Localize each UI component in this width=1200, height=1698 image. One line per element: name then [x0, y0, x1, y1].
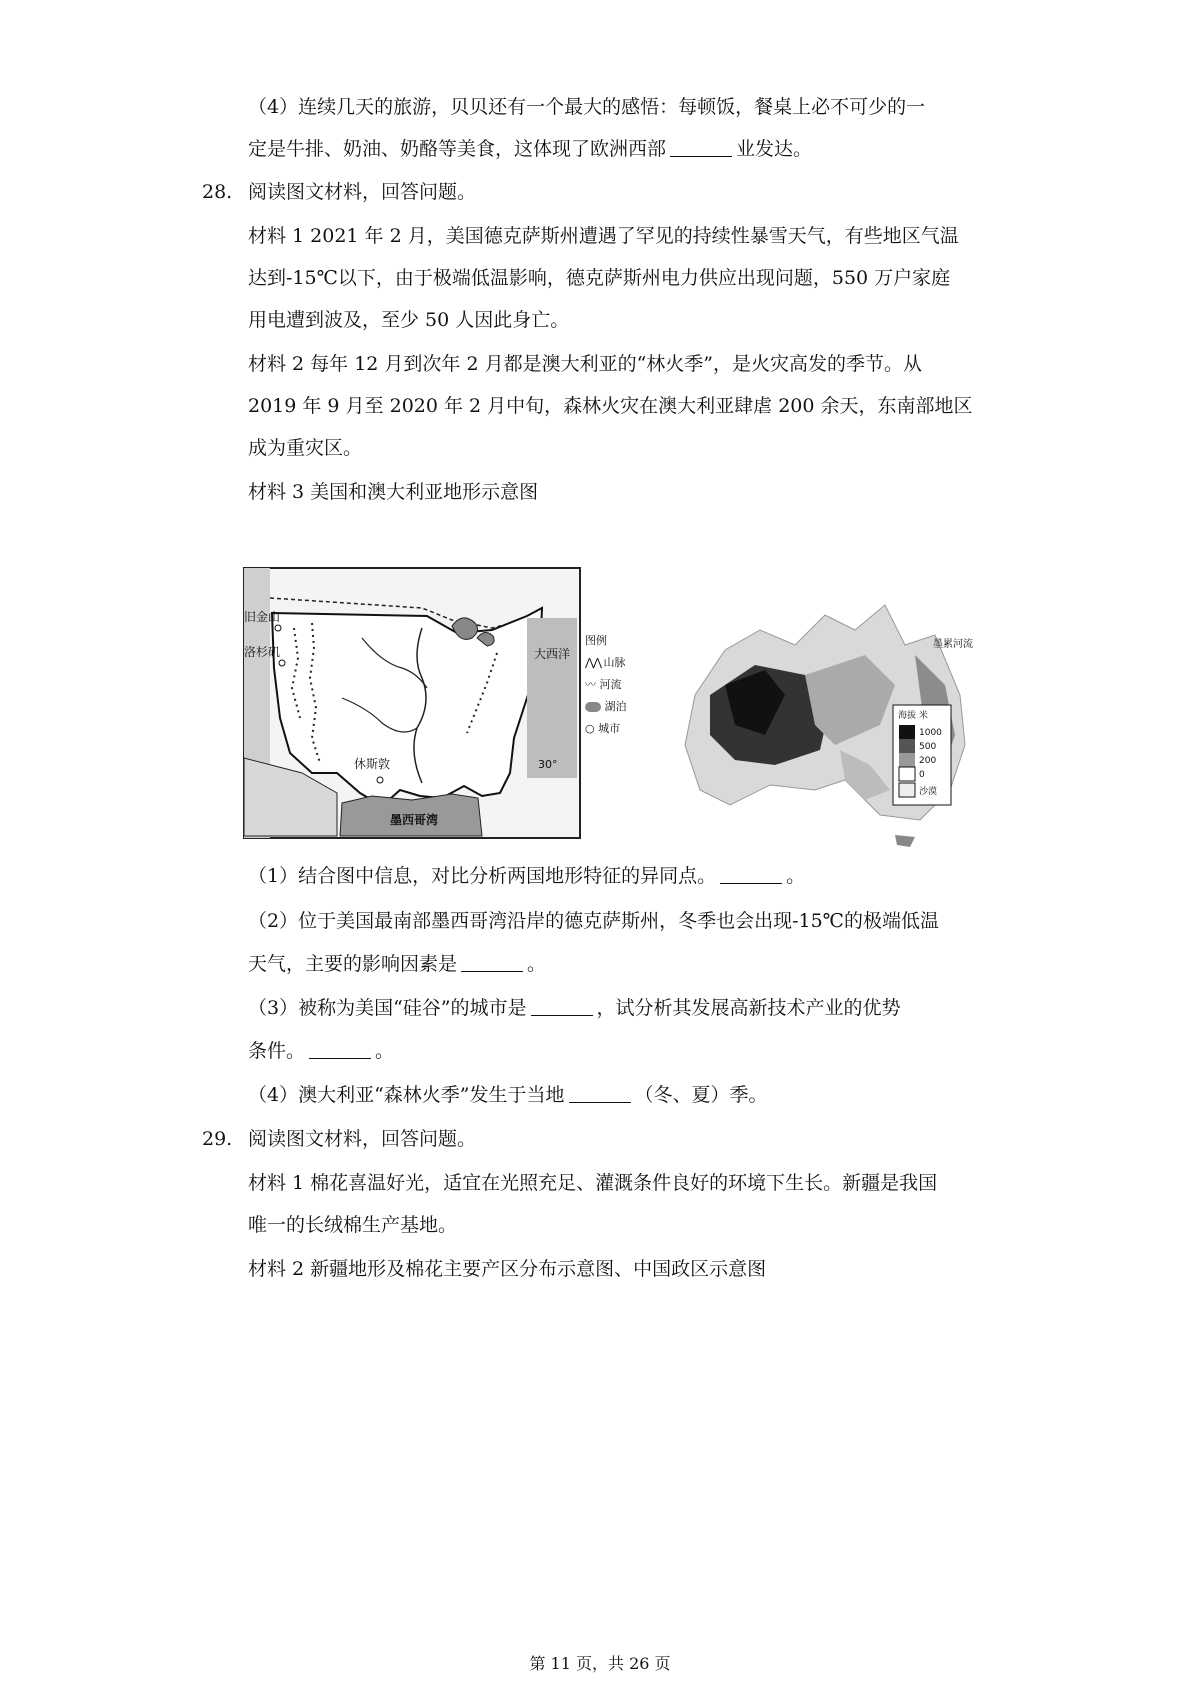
q28-s2-line1: （2）位于美国最南部墨西哥湾沿岸的德克萨斯州，冬季也会出现-15℃的极端低温	[248, 910, 939, 932]
q28-s3-text-a: （3）被称为美国“硅谷”的城市是	[248, 997, 527, 1019]
legend-elev-1: 1000	[919, 728, 942, 738]
q28-s3-text-d: 。	[375, 1040, 395, 1062]
label-east-australia: 墨累河流	[933, 639, 973, 650]
q28-material1-line2: 达到-15℃以下，由于极端低温影响，德克萨斯州电力供应出现问题，550 万户家庭	[248, 267, 951, 289]
q29-material1-line2: 唯一的长绒棉生产基地。	[248, 1214, 458, 1236]
legend-elevation-title: 海拔 米	[898, 711, 928, 721]
legend-city-label: 城市	[598, 722, 621, 735]
legend-city-row	[585, 718, 655, 740]
legend-elev-5: 沙漠	[919, 787, 938, 797]
page-footer: 第 11 页，共 26 页	[529, 1654, 671, 1673]
q29-material2: 材料 2 新疆地形及棉花主要产区分布示意图、中国政区示意图	[248, 1258, 767, 1280]
q28-material1-line1: 材料 1 2021 年 2 月，美国德克萨斯州遭遇了罕见的持续性暴雪天气，有些地区气温	[248, 225, 959, 247]
legend-elev-4: 0	[919, 770, 925, 780]
legend-river-row	[585, 674, 655, 696]
q28-intro: 阅读图文材料，回答问题。	[248, 181, 477, 203]
legend-river-label: 河流	[599, 678, 622, 691]
legend-title: 图例	[585, 634, 607, 647]
q28-s3-line1	[248, 993, 901, 1023]
q27-s4-line1: （4）连续几天的旅游，贝贝还有一个最大的感悟：每顿饭，餐桌上必不可少的一	[248, 96, 926, 118]
q28-material2-line1: 材料 2 每年 12 月到次年 2 月都是澳大利亚的“林火季”，是火灾高发的季节。从	[248, 353, 923, 375]
label-houston: 休斯敦	[354, 757, 391, 771]
q28-material2-line3: 成为重灾区。	[248, 437, 363, 459]
q27-s4-line2	[248, 134, 812, 164]
answer-blank[interactable]	[670, 138, 732, 157]
q29-material1-line1: 材料 1 棉花喜温好光，适宜在光照充足、灌溉条件良好的环境下生长。新疆是我国	[248, 1172, 938, 1194]
legend-mountain-label: 山脉	[603, 656, 626, 669]
q28-s2-text-a: 天气，主要的影响因素是	[248, 953, 458, 975]
label-atlantic: 大西洋	[534, 647, 571, 661]
label-gulf: 墨西哥湾	[390, 813, 439, 827]
usa-map-legend	[585, 630, 655, 740]
q28-s1-text-b: 。	[786, 865, 806, 887]
usa-terrain-map	[242, 558, 582, 850]
legend-elev-2: 500	[919, 742, 937, 752]
answer-blank[interactable]	[720, 865, 782, 884]
q28-material2-line2: 2019 年 9 月至 2020 年 2 月中旬，森林火灾在澳大利亚肆虐 200 余天，东南部地区	[248, 395, 973, 417]
q28-s4-text-a: （4）澳大利亚“森林火季”发生于当地	[248, 1084, 565, 1106]
q28-s1-text-a: （1）结合图中信息，对比分析两国地形特征的异同点。	[248, 865, 717, 887]
q28-s3-text-b: ，试分析其发展高新技术产业的优势	[596, 997, 901, 1019]
legend-elev-3: 200	[919, 756, 937, 766]
label-latitude: 30°	[538, 758, 558, 771]
mountain-icon: ⋀⋀	[585, 656, 604, 669]
city-icon: ○	[585, 722, 599, 735]
australia-map-legend	[893, 705, 951, 805]
q28-s2-line2	[248, 949, 546, 979]
label-los-angeles: 洛杉矶	[244, 645, 281, 659]
australia-terrain-map	[665, 575, 1010, 850]
answer-blank[interactable]	[461, 953, 523, 972]
answer-blank[interactable]	[531, 997, 593, 1016]
q28-s4	[248, 1080, 768, 1110]
river-icon: 〰	[585, 678, 600, 691]
q28-s3-line2	[248, 1036, 394, 1066]
label-san-francisco: 旧金山	[244, 610, 281, 624]
answer-blank[interactable]	[569, 1084, 631, 1103]
q27-s4-text-a: 定是牛排、奶油、奶酪等美食，这体现了欧洲西部	[248, 138, 667, 160]
q28-material3: 材料 3 美国和澳大利亚地形示意图	[248, 481, 539, 503]
q28-material1-line3: 用电遭到波及，至少 50 人因此身亡。	[248, 309, 570, 331]
answer-blank[interactable]	[309, 1040, 371, 1059]
legend-lake-row	[585, 696, 655, 718]
q28-s2-text-b: 。	[527, 953, 547, 975]
question-number-28: 28.	[202, 181, 233, 203]
q28-s4-text-b: （冬、夏）季。	[634, 1084, 768, 1106]
q28-s1	[248, 861, 805, 891]
q28-s3-text-c: 条件。	[248, 1040, 306, 1062]
lake-icon	[585, 702, 601, 712]
legend-lake-label: 湖泊	[604, 700, 627, 713]
q27-s4-text-b: 业发达。	[736, 138, 813, 160]
legend-mountain-row	[585, 652, 655, 674]
question-number-29: 29.	[202, 1128, 233, 1150]
q29-intro: 阅读图文材料，回答问题。	[248, 1128, 477, 1150]
